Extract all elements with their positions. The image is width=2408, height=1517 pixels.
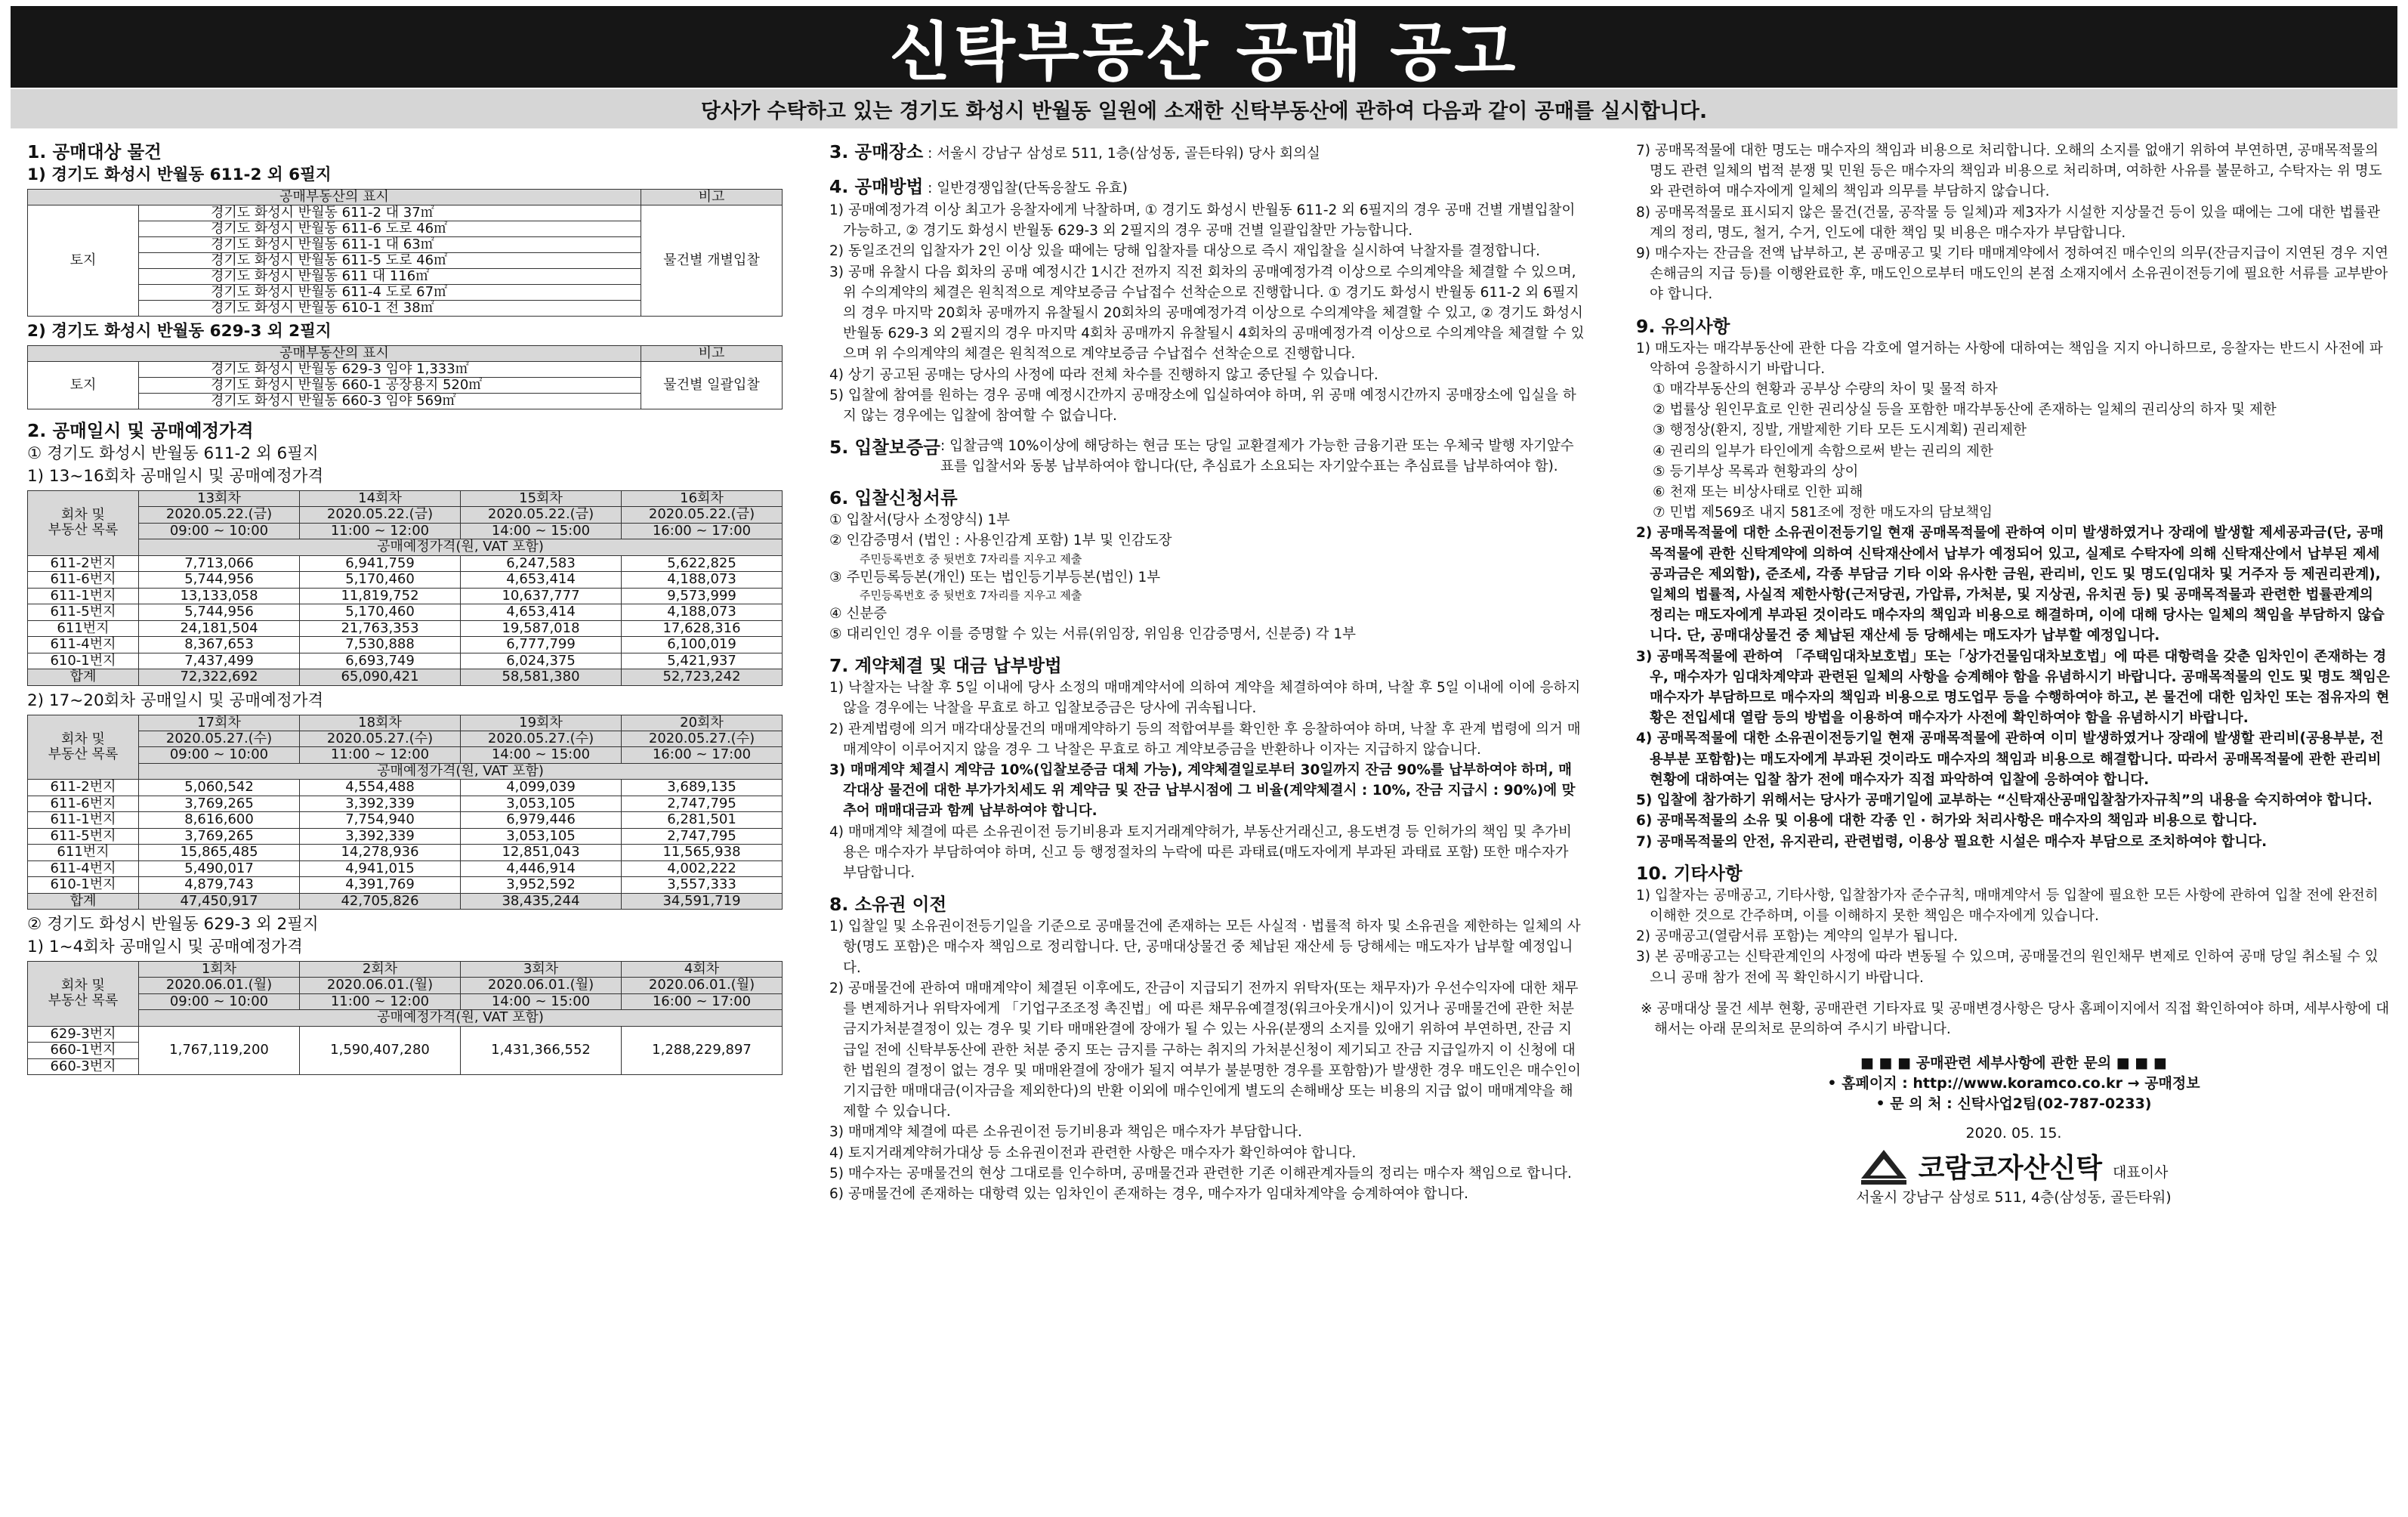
company-ceo: 대표이사 (2113, 1163, 2169, 1181)
col-prop: 공매부동산의 표시 (28, 190, 641, 205)
row-head: 회차 및 부동산 목록 (28, 962, 139, 1027)
price: 3,689,135 (622, 780, 783, 796)
list-item: 4) 토지거래계약허가대상 등 소유권이전과 관련한 사항은 매수자가 확인하여야 합니다. (829, 1145, 1357, 1161)
time: 09:00 ~ 10:00 (139, 747, 300, 764)
date: 2020.06.01.(월) (139, 978, 300, 994)
list-item: 1) 공매예정가격 이상 최고가 응찰자에게 낙찰하며, ① 경기도 화성시 반월동 611-2 외 6필지의 경우 공매 건별 개별입찰이 가능하고, ② 경기도 화성시 반월동 629-3 외 2필지의 경우 공매 건별 일괄입찰만 가능합니다. (829, 202, 1576, 239)
section-1-sub1: 1) 경기도 화성시 반월동 611-2 외 6필지 (27, 165, 332, 184)
lot: 629-3번지 (28, 1026, 139, 1043)
land-label: 토지 (28, 362, 139, 409)
list-item: 2) 관계법령에 의거 매각대상물건의 매매계약하기 등의 적합여부를 확인한 후 응찰하여야 하며, 낙찰 후 관계 법령에 의거 매매계약이 이루어지지 않을 경우 그 낙찰은 무효로 하고 계약보증금을 반환하나 이자는 지급하지 않습니다. (829, 721, 1581, 758)
round: 17회차 (139, 715, 300, 731)
lot: 611-6번지 (28, 572, 139, 589)
price: 7,713,066 (139, 555, 300, 572)
price: 4,099,039 (461, 780, 622, 796)
price: 11,565,938 (622, 845, 783, 861)
price: 7,754,940 (300, 812, 461, 829)
column-3 (1636, 141, 2391, 1208)
price: 5,170,460 (300, 604, 461, 621)
round: 13회차 (139, 491, 300, 507)
section-3 (829, 141, 1585, 165)
round: 19회차 (461, 715, 622, 731)
price: 4,653,414 (461, 604, 622, 621)
parcel: 경기도 화성시 반월동 611-5 도로 46㎡ (139, 253, 641, 269)
price: 9,573,999 (622, 588, 783, 604)
price: 5,170,460 (300, 572, 461, 589)
price-head: 공매예정가격(원, VAT 포함) (139, 763, 783, 780)
list-item: 1) 입찰일 및 소유권이전등기일을 기준으로 공매물건에 존재하는 모든 사실적 · 법률적 하자 및 소유권을 제한하는 일체의 사항(명도 포함)은 매수자 책임으로 정리합니다. 단, 공매대상물건 중 체납된 재산세 등 당해세는 매도자가 납부할 예정입니다. (829, 919, 1581, 976)
parcel: 경기도 화성시 반월동 611 대 116㎡ (139, 269, 641, 285)
price: 6,777,799 (461, 637, 622, 653)
list-item: ② 인감증명서 (법인 : 사용인감계 포함) 1부 및 인감도장 (829, 533, 1172, 549)
bid-type: 물건별 개별입찰 (641, 205, 783, 317)
sub-item: ② 법률상 원인무효로 인한 권리상실 등을 포함한 매각부동산에 존재하는 일체의 권리상의 하자 및 제한 (1653, 402, 2277, 419)
list-item: 5) 매수자는 공매물건의 현상 그대로를 인수하며, 공매물건과 관련한 기존 이해관계자들의 정리는 매수자 책임으로 합니다. (829, 1165, 1572, 1182)
parcel: 경기도 화성시 반월동 660-3 임야 569㎡ (139, 394, 641, 409)
total: 47,450,917 (139, 893, 300, 910)
price-head: 공매예정가격(원, VAT 포함) (139, 539, 783, 556)
schedule-table-1 (27, 490, 783, 686)
notice-date: 2020. 05. 15. (1965, 1125, 2062, 1142)
price: 10,637,777 (461, 588, 622, 604)
price: 4,446,914 (461, 860, 622, 877)
round: 16회차 (622, 491, 783, 507)
lot: 660-1번지 (28, 1043, 139, 1059)
lot: 611-1번지 (28, 812, 139, 829)
section-2-a: ① 경기도 화성시 반월동 611-2 외 6필지 (27, 444, 319, 463)
time: 14:00 ~ 15:00 (461, 993, 622, 1010)
price: 6,024,375 (461, 653, 622, 669)
price: 3,053,105 (461, 796, 622, 812)
notice: ※ 공매대상 물건 세부 현황, 공매관련 기타자료 및 공매변경사항은 당사 홈페이지에서 직접 확인하여야 하며, 세부사항에 대해서는 아래 문의처로 문의하여 주시기 바랍니다. (1641, 1000, 2390, 1037)
lot: 611-5번지 (28, 604, 139, 621)
list-item: 1) 매도자는 매각부동산에 관한 다음 각호에 열거하는 사항에 대하여는 책임을 지지 아니하므로, 응찰자는 반드시 사전에 파악하여 응찰하시기 바랍니다. (1636, 340, 2383, 377)
time: 16:00 ~ 17:00 (622, 747, 783, 764)
note: 주민등록번호 중 뒷번호 7자리를 지우고 제출 (860, 551, 1082, 566)
column-2 (829, 141, 1585, 1204)
price: 15,865,485 (139, 845, 300, 861)
list-item: 4) 공매목적물에 대한 소유권이전등기일 현재 공매목적물에 관하여 이미 발생하였거나 장래에 발생할 관리비(공용부분, 전용부분 포함함)는 매도자에게 부과된 것이라도 매수자의 책임과 비용으로 해결합니다. 따라서 공매목적물에 관한 관리비 현황에 대하여는 입찰 참가 전에 매수자가 직접 파악하여 입찰에 응하여야 합니다. (1636, 731, 2384, 788)
time: 14:00 ~ 15:00 (461, 523, 622, 539)
contact-title: ■ ■ ■ 공매관련 세부사항에 관한 문의 ■ ■ ■ (1860, 1055, 2167, 1072)
price: 7,530,888 (300, 637, 461, 653)
total: 72,322,692 (139, 669, 300, 686)
parcel: 경기도 화성시 반월동 629-3 임야 1,333㎡ (139, 362, 641, 378)
price: 5,421,937 (622, 653, 783, 669)
section-1-sub2: 2) 경기도 화성시 반월동 629-3 외 2필지 (27, 322, 332, 341)
list-item: 5) 입찰에 참여를 원하는 경우 공매 예정시간까지 공매장소에 입실하여야 하며, 위 공매 예정시간까지 공매장소에 입실을 하지 않는 경우에는 입찰에 참여할 수 없습니다. (829, 387, 1576, 425)
list-item: 5) 입찰에 참가하기 위해서는 당사가 공매기일에 교부하는 “신탁재산공매입찰참가자규칙”의 내용을 숙지하여야 합니다. (1636, 792, 2372, 809)
lot: 611번지 (28, 620, 139, 637)
section-10-heading: 10. 기타사항 (1636, 862, 1743, 884)
time: 09:00 ~ 10:00 (139, 993, 300, 1010)
schedule-table-3 (27, 961, 783, 1075)
total: 42,705,826 (300, 893, 461, 910)
list-item: ① 입찰서(당사 소정양식) 1부 (829, 512, 1011, 529)
price: 8,367,653 (139, 637, 300, 653)
lot: 611-4번지 (28, 860, 139, 877)
price: 2,747,795 (622, 796, 783, 812)
company-logo (1636, 1148, 2391, 1188)
price: 8,616,600 (139, 812, 300, 829)
price: 3,769,265 (139, 828, 300, 845)
price: 3,769,265 (139, 796, 300, 812)
time: 16:00 ~ 17:00 (622, 523, 783, 539)
time: 11:00 ~ 12:00 (300, 747, 461, 764)
list-item: 7) 공매목적물의 안전, 유지관리, 관련법령, 이용상 필요한 시설은 매수자 부담으로 조치하여야 합니다. (1636, 833, 2268, 850)
sub-item: ⑤ 등기부상 목록과 현황과의 상이 (1653, 463, 1859, 480)
section-2-a1: 1) 13~16회차 공매일시 및 공매예정가격 (27, 467, 324, 486)
total-label: 합계 (28, 669, 139, 686)
schedule-table-2 (27, 715, 783, 910)
parcel: 경기도 화성시 반월동 610-1 전 38㎡ (139, 301, 641, 317)
lot: 611-2번지 (28, 555, 139, 572)
price: 3,952,592 (461, 877, 622, 894)
list-item: 3) 본 공매공고는 신탁관계인의 사정에 따라 변동될 수 있으며, 공매물건의 원인채무 변제로 인하여 공매 당일 취소될 수 있으니 공매 참가 전에 꼭 확인하시기 바랍니다. (1636, 949, 2379, 986)
section-6-heading: 6. 입찰신청서류 (829, 487, 958, 509)
row-head: 회차 및 부동산 목록 (28, 491, 139, 556)
round: 14회차 (300, 491, 461, 507)
parcel: 경기도 화성시 반월동 611-2 대 37㎡ (139, 205, 641, 221)
section-2-b: ② 경기도 화성시 반월동 629-3 외 2필지 (27, 915, 319, 934)
lot: 611-6번지 (28, 796, 139, 812)
price: 11,819,752 (300, 588, 461, 604)
parcel: 경기도 화성시 반월동 660-1 공장용지 520㎡ (139, 378, 641, 394)
price: 7,437,499 (139, 653, 300, 669)
list-item: 4) 매매계약 체결에 따른 소유권이전 등기비용과 토지거래계약허가, 부동산거래신고, 용도변경 등 인허가의 책임 및 추가비용은 매수자가 부담하여야 하며, 신고 등 행정절차의 누락에 따른 과태료(매도자에게 부과된 과태료 포함) 또한 매수자가 부담합니다. (829, 823, 1572, 882)
price: 3,053,105 (461, 828, 622, 845)
price: 6,281,501 (622, 812, 783, 829)
price: 1,288,229,897 (622, 1026, 783, 1075)
row-head: 회차 및 부동산 목록 (28, 715, 139, 780)
time: 09:00 ~ 10:00 (139, 523, 300, 539)
price: 5,490,017 (139, 860, 300, 877)
time: 16:00 ~ 17:00 (622, 993, 783, 1010)
section-2-a2: 2) 17~20회차 공매일시 및 공매예정가격 (27, 691, 324, 710)
round: 4회차 (622, 962, 783, 978)
total: 65,090,421 (300, 669, 461, 686)
section-7-heading: 7. 계약체결 및 대금 납부방법 (829, 655, 1062, 677)
price: 6,979,446 (461, 812, 622, 829)
price: 24,181,504 (139, 620, 300, 637)
price: 1,431,366,552 (461, 1026, 622, 1075)
note: 주민등록번호 중 뒷번호 7자리를 지우고 제출 (860, 588, 1082, 602)
price-head: 공매예정가격(원, VAT 포함) (139, 1010, 783, 1027)
price: 3,392,339 (300, 828, 461, 845)
price: 3,392,339 (300, 796, 461, 812)
lot: 611번지 (28, 845, 139, 861)
page-title: 신탁부동산 공매 공고 (11, 6, 2397, 88)
price: 5,060,542 (139, 780, 300, 796)
price: 5,622,825 (622, 555, 783, 572)
parcel: 경기도 화성시 반월동 611-1 대 63㎡ (139, 237, 641, 253)
date: 2020.05.27.(수) (622, 731, 783, 747)
company-address: 서울시 강남구 삼성로 511, 4층(삼성동, 골든타워) (1856, 1189, 2172, 1206)
price: 19,587,018 (461, 620, 622, 637)
price: 2,747,795 (622, 828, 783, 845)
column-1 (27, 141, 783, 1079)
list-item: ③ 주민등록등본(개인) 또는 법인등기부등본(법인) 1부 (829, 569, 1161, 585)
contact-homepage: • 홈페이지 : http://www.koramco.co.kr → 공매정보 (1827, 1075, 2200, 1092)
lot: 610-1번지 (28, 653, 139, 669)
list-item: 2) 공매공고(열람서류 포함)는 계약의 일부가 됩니다. (1636, 928, 1959, 945)
parcel: 경기도 화성시 반월동 611-6 도로 46㎡ (139, 221, 641, 237)
price: 14,278,936 (300, 845, 461, 861)
section-9-heading: 9. 유의사항 (1636, 315, 1730, 337)
sub-item: ⑦ 민법 제569조 내지 581조에 정한 매도자의 담보책임 (1653, 505, 1993, 521)
list-item: 1) 입찰자는 공매공고, 기타사항, 입찰참가자 준수규칙, 매매계약서 등 입찰에 필요한 모든 사항에 관하여 입찰 전에 완전히 이해한 것으로 간주하며, 이를 이해하지 못한 책임은 매수자에게 있습니다. (1636, 887, 2379, 924)
section-5-text: : 입찰금액 10%이상에 해당하는 현금 또는 당일 교환결제가 가능한 금융기관 또는 우체국 발행 자기앞수표를 입찰서와 동봉 납부하여야 합니다(단, 추심료가 소요되는 자기앞수표는 추심료를 납부하여야 함). (940, 438, 1574, 475)
total: 34,591,719 (622, 893, 783, 910)
date: 2020.05.22.(금) (300, 507, 461, 524)
list-item: 1) 낙찰자는 낙찰 후 5일 이내에 당사 소정의 매매계약서에 의하여 계약을 체결하여야 하며, 낙찰 후 5일 이내에 이에 응하지 않을 경우에는 낙찰을 무효로 하고 입찰보증금은 당사에 귀속됩니다. (829, 680, 1581, 717)
price: 1,590,407,280 (300, 1026, 461, 1075)
list-item: 2) 공매물건에 관하여 매매계약이 체결된 이후에도, 잔금이 지급되기 전까지 위탁자(또는 채무자)가 우선수익자에 대한 채무를 변제하거나 위탁자에게 「기업구조조정 촉진법」에 따른 채무유예결정(워크아웃개시)이 있거나 공매물건에 관한 처분금지가처분결정이 있는 경우 및 기타 매매완결에 장애가 될 수 있는 사유(분쟁의 소지를 있애기 위하여 부연하면, 잔금 지급일 전에 신탁부동산에 관한 처분 중지 또는 금지를 구하는 취지의 가처분신청이 제기되고 잔금 지급일까지 이 신청에 대한 법원의 결정이 없는 경우 및 매매완결에 장애가 될지 여부가 불분명한 경우를 포함함)가 발생한 경우 매도인은 매수인이 기지급한 매매대금(이자금을 제외한다)의 반환 이외에 매수인에게 별도의 손해배상 또는 비용의 지급 없이 매매계약을 해제할 수 있습니다. (829, 980, 1581, 1120)
price: 4,188,073 (622, 604, 783, 621)
round: 2회차 (300, 962, 461, 978)
price: 4,554,488 (300, 780, 461, 796)
price: 6,247,583 (461, 555, 622, 572)
price: 4,188,073 (622, 572, 783, 589)
price: 3,557,333 (622, 877, 783, 894)
price: 4,879,743 (139, 877, 300, 894)
date: 2020.05.22.(금) (622, 507, 783, 524)
list-item: 6) 공매물건에 존재하는 대항력 있는 임차인이 존재하는 경우, 매수자가 임대차계약을 승계하여야 합니다. (829, 1185, 1469, 1202)
list-item: 7) 공매목적물에 대한 명도는 매수자의 책임과 비용으로 처리합니다. 오해의 소지를 없애기 위하여 부연하면, 공매목적물의 명도 관련 일체의 법적 분쟁 및 민원 등은 매수자의 책임과 비용으로 처리하며, 여하한 사유를 불문하고, 수탁자는 위 명도와 관련하여 매수자에게 일체의 책임과 의무를 부담하지 않습니다. (1636, 143, 2382, 200)
sub-item: ① 매각부동산의 현황과 공부상 수량의 차이 및 물적 하자 (1653, 382, 1998, 398)
bid-type: 물건별 일괄입찰 (641, 362, 783, 409)
date: 2020.06.01.(월) (300, 978, 461, 994)
date: 2020.05.27.(수) (461, 731, 622, 747)
section-3-text: : 서울시 강남구 삼성로 511, 1층(삼성동, 골든타워) 당사 회의실 (923, 146, 1320, 162)
parcel: 경기도 화성시 반월동 611-4 도로 67㎡ (139, 285, 641, 301)
section-4 (829, 175, 1585, 200)
list-item: 8) 공매목적물로 표시되지 않은 물건(건물, 공작물 등 일체)과 제3자가 시설한 지상물건 등이 있을 때에는 그에 대한 법률관계의 정리, 명도, 철거, 수거, 인도에 대한 책임 및 비용은 매수자가 부담합니다. (1636, 204, 2381, 241)
date: 2020.06.01.(월) (622, 978, 783, 994)
total-label: 합계 (28, 893, 139, 910)
time: 14:00 ~ 15:00 (461, 747, 622, 764)
intro-line: 당사가 수탁하고 있는 경기도 화성시 반월동 일원에 소재한 신탁부동산에 관하여 다음과 같이 공매를 실시합니다. (11, 89, 2397, 128)
section-1-heading: 1. 공매대상 물건 (27, 141, 162, 162)
price: 5,744,956 (139, 572, 300, 589)
list-item: 2) 공매목적물에 대한 소유권이전등기일 현재 공매목적물에 관하여 이미 발생하였거나 장래에 발생할 제세공과금(단, 공매목적물에 관한 신탁계약에 의하여 신탁재산에서 납부가 예정되어 있고, 실제로 수탁자에 의해 신탁재산에서 납부된 제세공과금은 제외함), 준조세, 각종 부담금 기타 이와 유사한 금원, 관리비, 인도 및 명도(임대차 및 거주자 등 제권리관계), 일체의 법률적, 사실적 제한사항(근저당권, 가압류, 가처분, 및 지상권, 유치권 등) 및 공매목적물과 관련한 법률관계의 정리는 매도자에게 부과된 것이라도 매수자의 책임과 비용으로 해결하며, 이에 대해 당사는 일체의 책임을 부담하지 않습니다. 단, 공매대상물건 중 체납된 재산세 등 당해세는 매도자가 납부할 예정입니다. (1636, 525, 2385, 644)
contact-inquiry: • 문 의 처 : 신탁사업2팀(02-787-0233) (1875, 1095, 2152, 1113)
lot: 611-1번지 (28, 588, 139, 604)
round: 3회차 (461, 962, 622, 978)
sub-item: ⑥ 천재 또는 비상사태로 인한 피해 (1653, 484, 1863, 501)
round: 15회차 (461, 491, 622, 507)
total: 58,581,380 (461, 669, 622, 686)
section-5 (829, 436, 1585, 477)
price: 12,851,043 (461, 845, 622, 861)
total: 38,435,244 (461, 893, 622, 910)
col-note: 비고 (641, 346, 783, 362)
round: 1회차 (139, 962, 300, 978)
price: 1,767,119,200 (139, 1026, 300, 1075)
date: 2020.05.22.(금) (461, 507, 622, 524)
sub-item: ③ 행정상(환지, 징발, 개발제한 기타 모든 도시계획) 권리제한 (1653, 422, 2027, 439)
time: 11:00 ~ 12:00 (300, 993, 461, 1010)
list-item: 2) 동일조건의 입찰자가 2인 이상 있을 때에는 당해 입찰자를 대상으로 즉시 재입찰을 실시하여 낙찰자를 결정합니다. (829, 243, 1541, 260)
lot: 611-5번지 (28, 828, 139, 845)
list-item: ⑤ 대리인인 경우 이를 증명할 수 있는 서류(위임장, 위임용 인감증명서, 신분증) 각 1부 (829, 626, 1356, 643)
property-table-2 (27, 345, 783, 409)
price: 6,693,749 (300, 653, 461, 669)
section-2-b1: 1) 1~4회차 공매일시 및 공매예정가격 (27, 938, 303, 956)
price: 6,100,019 (622, 637, 783, 653)
price: 4,653,414 (461, 572, 622, 589)
price: 21,763,353 (300, 620, 461, 637)
date: 2020.05.27.(수) (300, 731, 461, 747)
section-4-text: : 일반경쟁입찰(단독응찰도 유효) (923, 181, 1128, 196)
list-item: 3) 매매계약 체결시 계약금 10%(입찰보증금 대체 가능), 계약체결일로부터 30일까지 잔금 90%를 납부하여야 하며, 매각대상 물건에 대한 부가가치세도 위 계약금 및 잔금 납부시점에 그 비율(계약체결시 : 10%, 잔금 지급시 : 90%)에 맞추어 매매대금과 함께 납부하여야 합니다. (829, 762, 1576, 820)
section-2-heading: 2. 공매일시 및 공매예정가격 (27, 420, 254, 441)
date: 2020.05.22.(금) (139, 507, 300, 524)
price: 6,941,759 (300, 555, 461, 572)
price: 13,133,058 (139, 588, 300, 604)
lot: 610-1번지 (28, 877, 139, 894)
list-item: 3) 공매 유찰시 다음 회차의 공매 예정시간 1시간 전까지 직전 회차의 공매예정가격 이상으로 수의계약을 체결할 수 있으며, 위 수의계약의 체결은 원칙적으로 계약보증금 수납접수 선착순으로 진행합니다. ① 경기도 화성시 반월동 611-2 외 6필지의 경우 마지막 20회차 공매까지 유찰될시 20회차의 공매예정가격 이상으로 수의계약을 체결할 수 있고, ② 경기도 화성시 반월동 629-3 외 2필지의 경우 마지막 4회차 공매까지 유찰될시 4회차의 공매예정가격 이상으로 수의계약을 체결할 수 있으며 위 수의계약의 체결은 원칙적으로 계약보증금 수납접수 선착순으로 진행합니다. (829, 264, 1585, 363)
price: 4,391,769 (300, 877, 461, 894)
col-prop: 공매부동산의 표시 (28, 346, 641, 362)
total: 52,723,242 (622, 669, 783, 686)
section-5-heading: 5. 입찰보증금 (829, 437, 940, 459)
price: 4,002,222 (622, 860, 783, 877)
list-item: ④ 신분증 (829, 605, 888, 622)
section-4-heading: 4. 공매방법 (829, 176, 924, 197)
list-item: 6) 공매목적물의 소유 및 이용에 대한 각종 인 · 허가와 처리사항은 매수자의 책임과 비용으로 합니다. (1636, 813, 2258, 830)
col-note: 비고 (641, 190, 783, 205)
koramco-logo-icon (1860, 1148, 1908, 1188)
lot: 611-2번지 (28, 780, 139, 796)
contact-block (1636, 1053, 2391, 1208)
section-8-heading: 8. 소유권 이전 (829, 894, 947, 916)
price: 17,628,316 (622, 620, 783, 637)
time: 11:00 ~ 12:00 (300, 523, 461, 539)
property-table-1 (27, 189, 783, 317)
list-item: 9) 매수자는 잔금을 전액 납부하고, 본 공매공고 및 기타 매매계약에서 정하여진 매수인의 의무(잔금지급이 지연된 경우 지연손해금의 지급 등)를 이행완료한 후, 매도인으로부터 매도인의 본점 소재지에서 소유권이전등기에 필요한 서류를 교부받아야 합니다. (1636, 246, 2388, 303)
list-item: 4) 상기 공고된 공매는 당사의 사정에 따라 전체 차수를 진행하지 않고 중단될 수 있습니다. (829, 366, 1378, 383)
round: 18회차 (300, 715, 461, 731)
price: 4,941,015 (300, 860, 461, 877)
company-name: 코람코자산신탁 (1918, 1152, 2102, 1184)
list-item: 3) 매매계약 체결에 따른 소유권이전 등기비용과 책임은 매수자가 부담합니다. (829, 1124, 1302, 1141)
list-item: 3) 공매목적물에 관하여 「주택임대차보호법」또는「상가건물임대차보호법」에 따른 대항력을 갖춘 임차인이 존재하는 경우, 매수자가 임대차계약과 관련된 일체의 사항을 승계해야 함을 유념하시기 바랍니다. 공매목적물의 인도 및 명도 책임은 매수자가 부담하므로 매수자의 책임과 비용으로 명도업무 등을 수행하여야 하고, 본 물건에 대한 임차인 또는 점유자의 현황은 전입세대 열람 등의 방법을 이용하여 매수자가 사전에 확인하여야 함을 유념하시기 바랍니다. (1636, 648, 2390, 727)
section-3-heading: 3. 공매장소 (829, 141, 924, 162)
land-label: 토지 (28, 205, 139, 317)
date: 2020.05.27.(수) (139, 731, 300, 747)
sub-item: ④ 권리의 일부가 타인에게 속함으로써 받는 권리의 제한 (1653, 443, 1993, 459)
lot: 611-4번지 (28, 637, 139, 653)
price: 5,744,956 (139, 604, 300, 621)
lot: 660-3번지 (28, 1058, 139, 1075)
date: 2020.06.01.(월) (461, 978, 622, 994)
round: 20회차 (622, 715, 783, 731)
